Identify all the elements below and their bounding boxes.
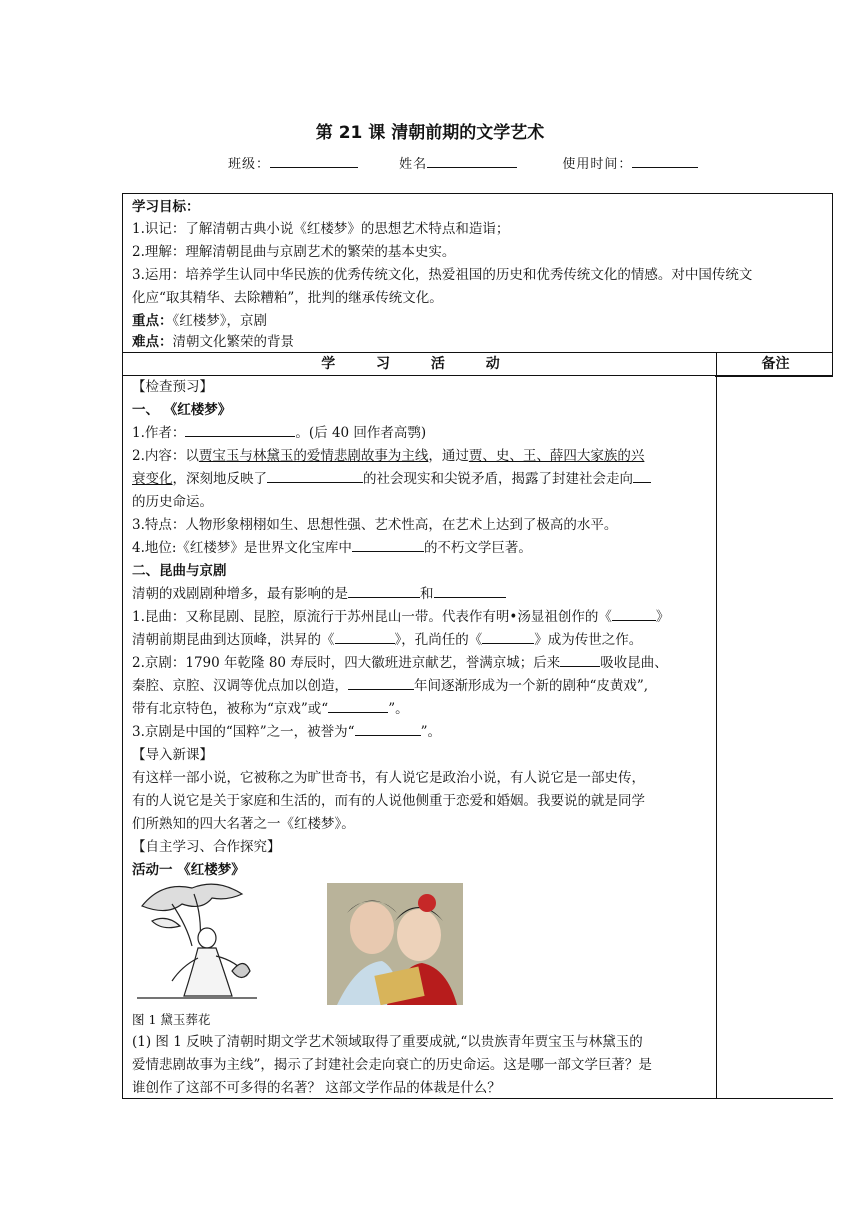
drama-blank-2[interactable] [434, 584, 506, 598]
name-label: 姓名 [399, 157, 428, 172]
s2-jing3-b: ”。 [420, 724, 441, 740]
s1-feature: 3.特点：人物形象栩栩如生、思想性强、艺术性高，在艺术上达到了极高的水平。 [132, 517, 618, 533]
s2-jing-c: 秦腔、京腔、汉调等优点加以创造， [132, 678, 348, 694]
s1-content-u2: 贾、史、王、薛四大家族的兴 [468, 448, 645, 464]
s1-author [132, 422, 712, 445]
diff-label: 难点： [132, 334, 173, 350]
activities-header: 学 习 活 动 [123, 353, 717, 375]
learning-objectives-box [122, 193, 833, 353]
s1-status-b: 的不朽文学巨著。 [423, 540, 532, 556]
s2-intro-a: 清朝的戏剧剧种增多，最有影响的是 [132, 586, 348, 602]
drama-blank-1[interactable] [348, 584, 420, 598]
daiyu-baoyu-photo [327, 883, 463, 1005]
s1-content-c: ，深刻地反映了 [172, 471, 267, 487]
s2-jing-b: 吸收昆曲、 [600, 655, 668, 671]
self-study-heading: 【自主学习、合作探究】 [132, 839, 281, 855]
check-preview-heading: 【检查预习】 [132, 379, 213, 395]
section-2-title: 二、昆曲与京剧 [132, 563, 227, 579]
s2-kun-e: 》成为传世之作。 [534, 632, 643, 648]
notes-header: 备注 [761, 356, 790, 372]
society-blank[interactable] [267, 469, 363, 483]
s2-jing-4 [132, 721, 712, 744]
kun-blank-1[interactable] [612, 607, 656, 621]
figure-caption: 图 1 黛玉葬花 [132, 1012, 211, 1027]
jing-blank-1[interactable] [560, 653, 600, 667]
s1-content-e: 的历史命运。 [132, 494, 213, 510]
fate-blank[interactable] [633, 469, 651, 483]
s2-jing-3 [132, 698, 712, 721]
s1-content-d: 的社会现实和尖锐矛盾，揭露了封建社会走向 [363, 471, 633, 487]
question-1c: 谁创作了这部不可多得的名著？ 这部文学作品的体裁是什么？ [132, 1080, 501, 1096]
s2-jing-f: ”。 [388, 701, 409, 717]
difficult-point [132, 331, 823, 354]
class-label: 班级： [228, 157, 271, 172]
s2-intro-b: 和 [420, 586, 434, 602]
diff-text: 清朝文化繁荣的背景 [172, 334, 294, 350]
objective-3a: 3.运用：培养学生认同中华民族的优秀传统文化，热爱祖国的历史和优秀传统文化的情感。对中国传统文 [132, 267, 753, 283]
key-point [132, 310, 823, 333]
table-header [122, 353, 833, 376]
objective-1: 1.识记：了解清朝古典小说《红楼梦》的思想艺术特点和造诣； [132, 221, 510, 237]
activities-body [122, 376, 833, 1099]
s2-kun-a: 1.昆曲：又称昆剧、昆腔，原流行于苏州昆山一带。代表作有明•汤显祖创作的《 [132, 609, 612, 625]
key-text: 《红楼梦》，京剧 [172, 313, 267, 329]
status-blank[interactable] [352, 538, 424, 552]
s2-kun-d: 》，孔尚任的《 [394, 632, 483, 648]
s1-content-2 [132, 468, 712, 491]
s2-kun-2 [132, 629, 712, 652]
s1-status [132, 537, 712, 560]
time-label: 使用时间： [562, 157, 633, 172]
s2-kun-c: 清朝前期昆曲到达顶峰，洪昇的《 [132, 632, 335, 648]
page-title: 第 21 课 清朝前期的文学艺术 [315, 123, 545, 143]
intro-p1: 有这样一部小说，它被称之为旷世奇书，有人说它是政治小说，有人说它是一部史传， [132, 770, 645, 786]
kun-blank-3[interactable] [482, 630, 534, 644]
activity-1-title: 活动一 《红楼梦》 [132, 862, 245, 878]
s1-content-a: 2.内容：以 [132, 448, 199, 464]
s2-jing-2 [132, 675, 712, 698]
class-blank[interactable] [270, 154, 358, 168]
author-blank[interactable] [185, 423, 295, 437]
objectives-heading: 学习目标： [132, 199, 200, 215]
jing-blank-4[interactable] [355, 722, 421, 736]
time-blank[interactable] [632, 154, 698, 168]
s1-content-b: ，通过 [428, 448, 469, 464]
kun-blank-2[interactable] [335, 630, 395, 644]
question-1a: (1) 图 1 反映了清朝时期文学艺术领域取得了重要成就,“以贵族青年贾宝玉与林黛玉的 [132, 1034, 643, 1050]
s1-content-u1: 贾宝玉与林黛玉的爱情悲剧故事为主线 [198, 448, 429, 464]
intro-p2: 有的人说它是关于家庭和生活的，而有的人说他侧重于恋爱和婚姻。我要说的就是同学 [132, 793, 645, 809]
name-blank[interactable] [427, 154, 517, 168]
jing-blank-3[interactable] [328, 699, 388, 713]
s1-status-a: 4.地位:《红楼梦》是世界文化宝库中 [132, 540, 352, 556]
s2-kun [132, 606, 712, 629]
jing-blank-2[interactable] [348, 676, 414, 690]
objective-2: 2.理解：理解清朝昆曲与京剧艺术的繁荣的基本史实。 [132, 244, 456, 260]
s1-content [132, 445, 712, 468]
s2-intro [132, 583, 712, 606]
intro-p3: 们所熟知的四大名著之一《红楼梦》。 [132, 816, 355, 832]
daiyu-burying-flowers-illustration [132, 876, 260, 1004]
intro-new-heading: 【导入新课】 [132, 747, 213, 763]
s1-author-b: 。(后 40 回作者高鹗) [295, 425, 427, 441]
section-1-title: 一、 《红楼梦》 [132, 402, 232, 418]
s2-jing3-a: 3.京剧是中国的“国粹”之一，被誉为“ [132, 724, 355, 740]
s2-jing-a: 2.京剧：1790 年乾隆 80 寿辰时，四大徽班进京献艺，誉满京城；后来 [132, 655, 561, 671]
s2-kun-b: 》 [655, 609, 670, 625]
key-label: 重点： [132, 313, 173, 329]
objective-3b: 化应“取其精华、去除糟粕”，批判的继承传统文化。 [132, 290, 443, 306]
s2-jing [132, 652, 712, 675]
s2-jing-d: 年间逐渐形成为一个新的剧种“皮黄戏”, [414, 678, 649, 694]
s2-jing-e: 带有北京特色，被称为“京戏”或“ [132, 701, 329, 717]
s1-author-a: 1.作者： [132, 425, 186, 441]
student-info-line [228, 153, 724, 172]
s1-content-u3: 衰变化 [132, 471, 173, 487]
question-1b: 爱情悲剧故事为主线”，揭示了封建社会走向衰亡的历史命运。这是哪一部文学巨著？是 [132, 1057, 652, 1073]
